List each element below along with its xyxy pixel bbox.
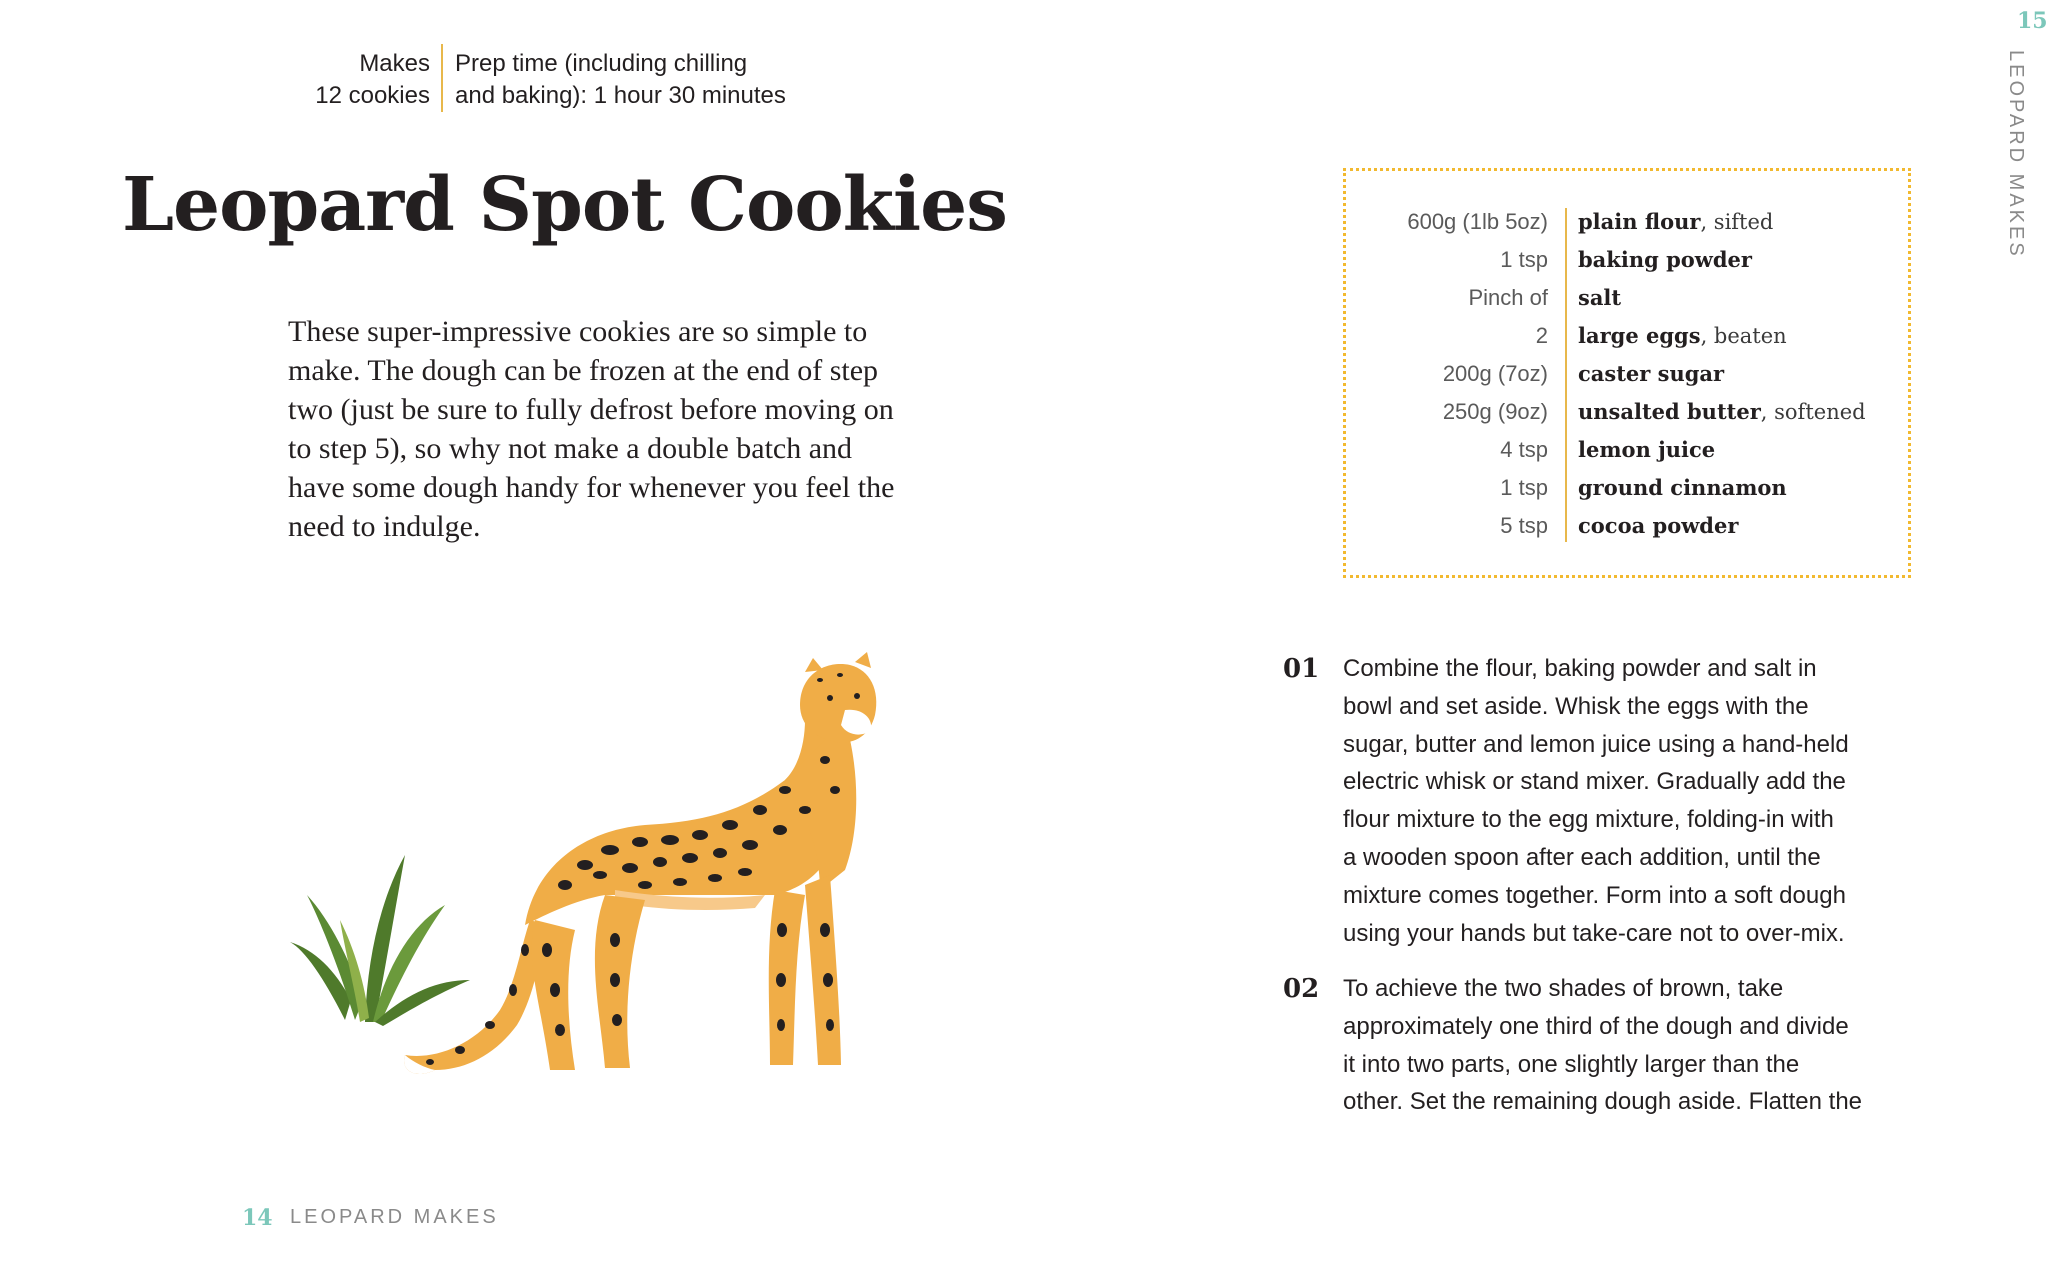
right-page-number: 15 bbox=[2017, 8, 2048, 34]
step-line: flour mixture to the egg mixture, folding-in with bbox=[1343, 806, 1834, 834]
ingredient-name: lemon juice bbox=[1578, 437, 1716, 462]
ingredient-name-group bbox=[1578, 507, 1738, 545]
ingredient-name-group bbox=[1578, 393, 1866, 431]
step-line: Combine the flour, baking powder and salt in bbox=[1343, 655, 1817, 682]
ingredient-quantity: 2 bbox=[1535, 323, 1548, 348]
ingredient-row bbox=[1343, 241, 1911, 279]
prep-time-info bbox=[455, 48, 875, 112]
step-line: To achieve the two shades of brown, take bbox=[1343, 975, 1784, 1002]
step-line: electric whisk or stand mixer. Gradually add the bbox=[1343, 768, 1846, 796]
ingredient-quantity: 200g (7oz) bbox=[1442, 361, 1548, 386]
ingredient-quantity: 4 tsp bbox=[1500, 437, 1548, 462]
left-section-label: LEOPARD MAKES bbox=[290, 1206, 499, 1228]
step-line: mixture comes together. Form into a soft dough bbox=[1343, 881, 1846, 909]
ingredient-name: large eggs bbox=[1578, 323, 1701, 348]
ingredient-note: , softened bbox=[1760, 400, 1866, 424]
meta-divider bbox=[441, 44, 443, 112]
prep-time-line-1: Prep time (including chilling bbox=[455, 50, 748, 77]
ingredient-name-group bbox=[1578, 355, 1724, 393]
ingredient-row bbox=[1343, 279, 1911, 317]
ingredient-quantity: 600g (1lb 5oz) bbox=[1407, 209, 1548, 234]
step-line: it into two parts, one slightly larger than the bbox=[1343, 1050, 1800, 1078]
makes-info bbox=[250, 48, 430, 112]
ingredient-row bbox=[1343, 203, 1911, 241]
step-number: 02 bbox=[1283, 974, 1320, 1004]
ingredient-quantity: 250g (9oz) bbox=[1442, 399, 1548, 424]
ingredient-name-group bbox=[1578, 241, 1752, 279]
makes-label: Makes bbox=[359, 50, 430, 77]
ingredient-row bbox=[1343, 355, 1911, 393]
ingredient-name-group bbox=[1578, 469, 1787, 507]
ingredient-name: plain flour bbox=[1578, 209, 1701, 234]
step-line: sugar, butter and lemon juice using a hand-held bbox=[1343, 730, 1849, 758]
ingredient-name: cocoa powder bbox=[1578, 513, 1739, 538]
right-section-label: LEOPARD MAKES bbox=[2005, 50, 2027, 259]
makes-value: 12 cookies bbox=[315, 82, 430, 109]
step-line: bowl and set aside. Whisk the eggs with the bbox=[1343, 692, 1809, 720]
leopard-icon bbox=[404, 652, 876, 1074]
leopard-illustration bbox=[285, 650, 885, 1090]
ingredient-row bbox=[1343, 317, 1911, 355]
ingredient-note: , sifted bbox=[1700, 210, 1774, 234]
ingredient-row bbox=[1343, 431, 1911, 469]
step-number: 01 bbox=[1283, 654, 1320, 684]
ingredient-quantity: 1 tsp bbox=[1500, 475, 1548, 500]
left-page-number: 14 bbox=[242, 1205, 273, 1231]
recipe-title: Leopard Spot Cookies bbox=[122, 162, 1007, 248]
intro-paragraph: These super-impressive cookies are so simple to make. The dough can be frozen at the end of step two (just be sure to fully defrost before moving on to step 5), so why not make a double batch and have some dough handy for whenever you feel the need to indulge. bbox=[288, 315, 895, 543]
ingredient-name: salt bbox=[1578, 285, 1622, 310]
ingredient-name: baking powder bbox=[1578, 247, 1752, 272]
ingredient-quantity: Pinch of bbox=[1468, 285, 1548, 310]
step-text bbox=[1343, 970, 1918, 1121]
ingredient-row bbox=[1343, 393, 1911, 431]
ingredient-quantity: 1 tsp bbox=[1500, 247, 1548, 272]
ingredient-name: ground cinnamon bbox=[1578, 475, 1787, 500]
ingredient-name: unsalted butter bbox=[1578, 399, 1761, 424]
step-text bbox=[1343, 650, 1918, 952]
ingredient-name-group bbox=[1578, 203, 1773, 241]
ingredient-name: caster sugar bbox=[1578, 361, 1725, 386]
ingredient-name-group bbox=[1578, 317, 1787, 355]
ingredient-note: , beaten bbox=[1700, 324, 1787, 348]
ingredient-row bbox=[1343, 469, 1911, 507]
ingredient-name-group bbox=[1578, 431, 1715, 469]
step-line: using your hands but take-care not to over-mix. bbox=[1343, 919, 1845, 947]
step-line: approximately one third of the dough and divide bbox=[1343, 1012, 1849, 1040]
step-line: a wooden spoon after each addition, until the bbox=[1343, 843, 1821, 871]
plant-icon bbox=[290, 855, 470, 1026]
ingredient-quantity: 5 tsp bbox=[1500, 513, 1548, 538]
ingredient-row bbox=[1343, 507, 1911, 545]
prep-time-line-2: and baking): 1 hour 30 minutes bbox=[455, 82, 786, 109]
step-line: other. Set the remaining dough aside. Flatten the bbox=[1343, 1088, 1863, 1116]
ingredient-name-group bbox=[1578, 279, 1621, 317]
